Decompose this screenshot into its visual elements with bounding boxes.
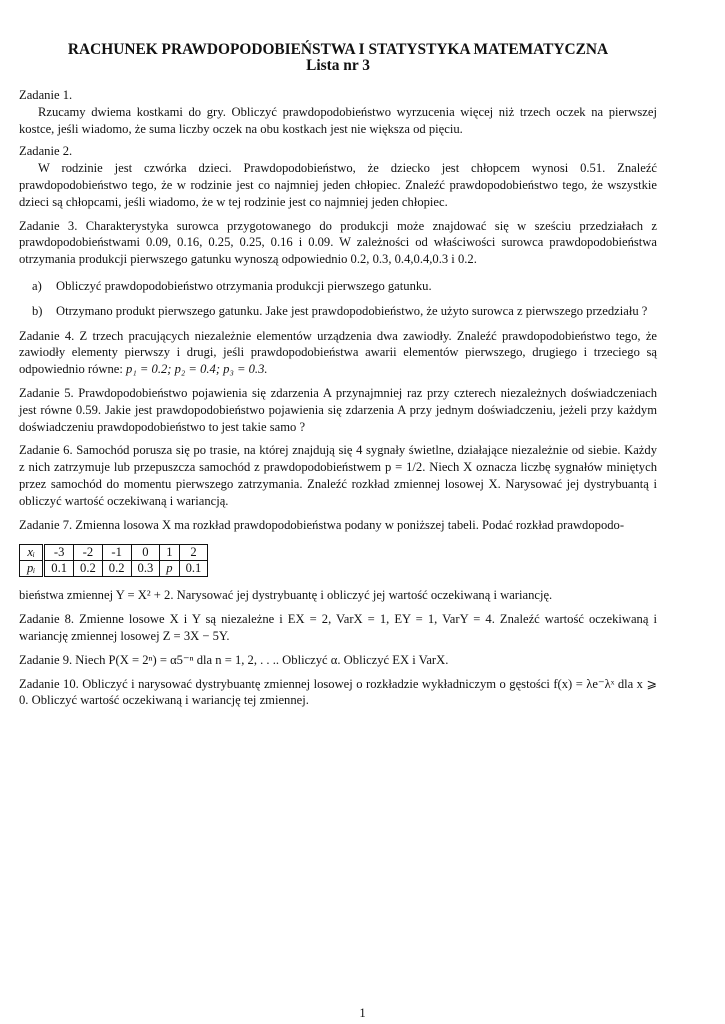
task-4: [19, 328, 657, 378]
task-2: [19, 143, 657, 210]
item-label: a): [32, 278, 42, 293]
task-1-text: Rzucamy dwiema kostkami do gry. Obliczyć prawdopodobieństwo wyrzucenia więcej niż trzech oczek na pierwszej kostce, jeśli wiadomo, że suma liczby oczek na obu kostkach jest nie większa od pięciu.: [19, 104, 657, 136]
table-cell: 1: [160, 545, 179, 561]
table-cell: 0.1: [44, 561, 74, 577]
task-6-text: Zadanie 6. Samochód porusza się po trasie, na której znajdują się 4 sygnały świetlne, działające niezależnie od siebie. Każdy z nich zatrzymuje lub przepuszcza samochód z prawdopodobieństwem p = 1/2. Niech X oznacza liczbę sygnałów miniętych przez samochód do momentu pierwszego zatrzymania. Znaleźć rozkład zmiennej losowej X. Narysować jej dystrybuantą i obliczyć wartość oczekiwaną i wariancją.: [19, 443, 657, 508]
task-6: [19, 442, 657, 509]
task-3-items: [32, 278, 657, 320]
table-cell: p: [160, 561, 179, 577]
task-9: [19, 652, 657, 669]
table-cell: 2: [179, 545, 208, 561]
table-cell: 0.1: [179, 561, 208, 577]
task-7-text-before: Zadanie 7. Zmienna losowa X ma rozkład prawdopodobieństwa podany w poniższej tabeli. Podać rozkład prawdopodo-: [19, 517, 625, 532]
page-number: 1: [359, 1006, 366, 1020]
task-3-text: Zadanie 3. Charakterystyka surowca przygotowanego do produkcji może znajdować się w sześciu przedziałach z prawdopodobieństwami 0.09, 0.16, 0.25, 0.25, 0.16 i 0.09. W zależności od właściwości surowca prawdopodobieństwa otrzymania produkcji pierwszego gatunku wynoszą odpowiednio 0.2, 0.3, 0.4,0.4,0.3 i 0.2.: [19, 218, 657, 267]
task-4-values: p₁ = 0.2; p₂ = 0.4; p₃ = 0.3.: [126, 362, 268, 377]
table-row: [20, 545, 208, 561]
table-cell: 0.2: [74, 561, 103, 577]
table-cell: -3: [44, 545, 74, 561]
table-cell: 0.3: [131, 561, 160, 577]
task-1: [19, 87, 657, 137]
table-cell: 0: [131, 545, 160, 561]
table-cell: -2: [74, 545, 103, 561]
task-3: [19, 218, 657, 320]
task-7-text-after: bieństwa zmiennej Y = X² + 2. Narysować jej dystrybuantę i obliczyć jej wartość oczekiwaną i wariancję.: [19, 588, 553, 603]
task-8: [19, 611, 657, 645]
task-5: [19, 385, 657, 435]
item-text: Obliczyć prawdopodobieństwo otrzymania produkcji pierwszego gatunku.: [56, 278, 432, 293]
task-10: [19, 676, 657, 710]
table-cell: 0.2: [102, 561, 131, 577]
row-header: pᵢ: [20, 561, 44, 577]
distribution-table: [19, 544, 208, 577]
task-5-text: Zadanie 5. Prawdopodobieństwo pojawienia się zdarzenia A przynajmniej raz przy czterech niezależnych doświadczeniach jest równe 0.59. Jakie jest prawdopodobieństwo pojawienia się zdarzenia A przy jednym doświadczeniu, jeżeli przy każdym doświadczeniu prawdopodobieństwo to jest takie samo ?: [19, 385, 657, 434]
item-label: b): [32, 303, 43, 318]
task-1-label: Zadanie 1.: [19, 88, 73, 102]
task-9-text: Zadanie 9. Niech P(X = 2ⁿ) = α5⁻ⁿ dla n = 1, 2, . . .. Obliczyć α. Obliczyć EX i VarX.: [19, 652, 449, 667]
task-2-label: Zadanie 2.: [19, 144, 73, 159]
document-title: RACHUNEK PRAWDOPODOBIEŃSTWA I STATYSTYKA MATEMATYCZNA: [67, 41, 609, 58]
task-8-text: Zadanie 8. Zmienne losowe X i Y są niezależne i EX = 2, VarX = 1, EY = 1, VarY = 4. Znaleźć wartość oczekiwaną i wariancję zmiennej losowej Z = 3X − 5Y.: [19, 612, 657, 643]
task-4-text: Zadanie 4. Z trzech pracujących niezależnie elementów urządzenia dwa zawiodły. Znaleźć prawdopodobieństwo tego, że zawiodły elementy pierwszy i drugi, jeśli prawdopodobieństwa awarii elementów pierwszego, drugiego i trzeciego są odpowiednio równe:: [19, 328, 657, 377]
task-7: [19, 517, 657, 605]
document-page: [19, 42, 657, 709]
table-row: [20, 561, 208, 577]
list-item: [32, 303, 657, 320]
task-10-text: Zadanie 10. Obliczyć i narysować dystrybuantę zmiennej losowej o rozkładzie wykładniczym o gęstości f(x) = λe⁻λˣ dla x ⩾ 0. Obliczyć wartość oczekiwaną i wariancję tej zmiennej.: [19, 676, 657, 708]
task-2-text: W rodzinie jest czwórka dzieci. Prawdopodobieństwo, że dziecko jest chłopcem wynosi 0.51. Znaleźć prawdopodobieństwo tego, że w rodzinie jest co najmniej jeden chłopiec. Znaleźć prawdopodobieństwo tego, że wszystkie dzieci są chłopcami, jeśli wiadomo, że w tej rodzinie jest co najmniej jeden chłopiec.: [19, 161, 657, 209]
document-subtitle: Lista nr 3: [306, 57, 370, 74]
table-cell: -1: [102, 545, 131, 561]
row-header: xᵢ: [20, 545, 44, 561]
list-item: [32, 278, 657, 295]
item-text: Otrzymano produkt pierwszego gatunku. Jake jest prawdopodobieństwo, że użyto surowca z pierwszego przedziału ?: [56, 303, 648, 318]
